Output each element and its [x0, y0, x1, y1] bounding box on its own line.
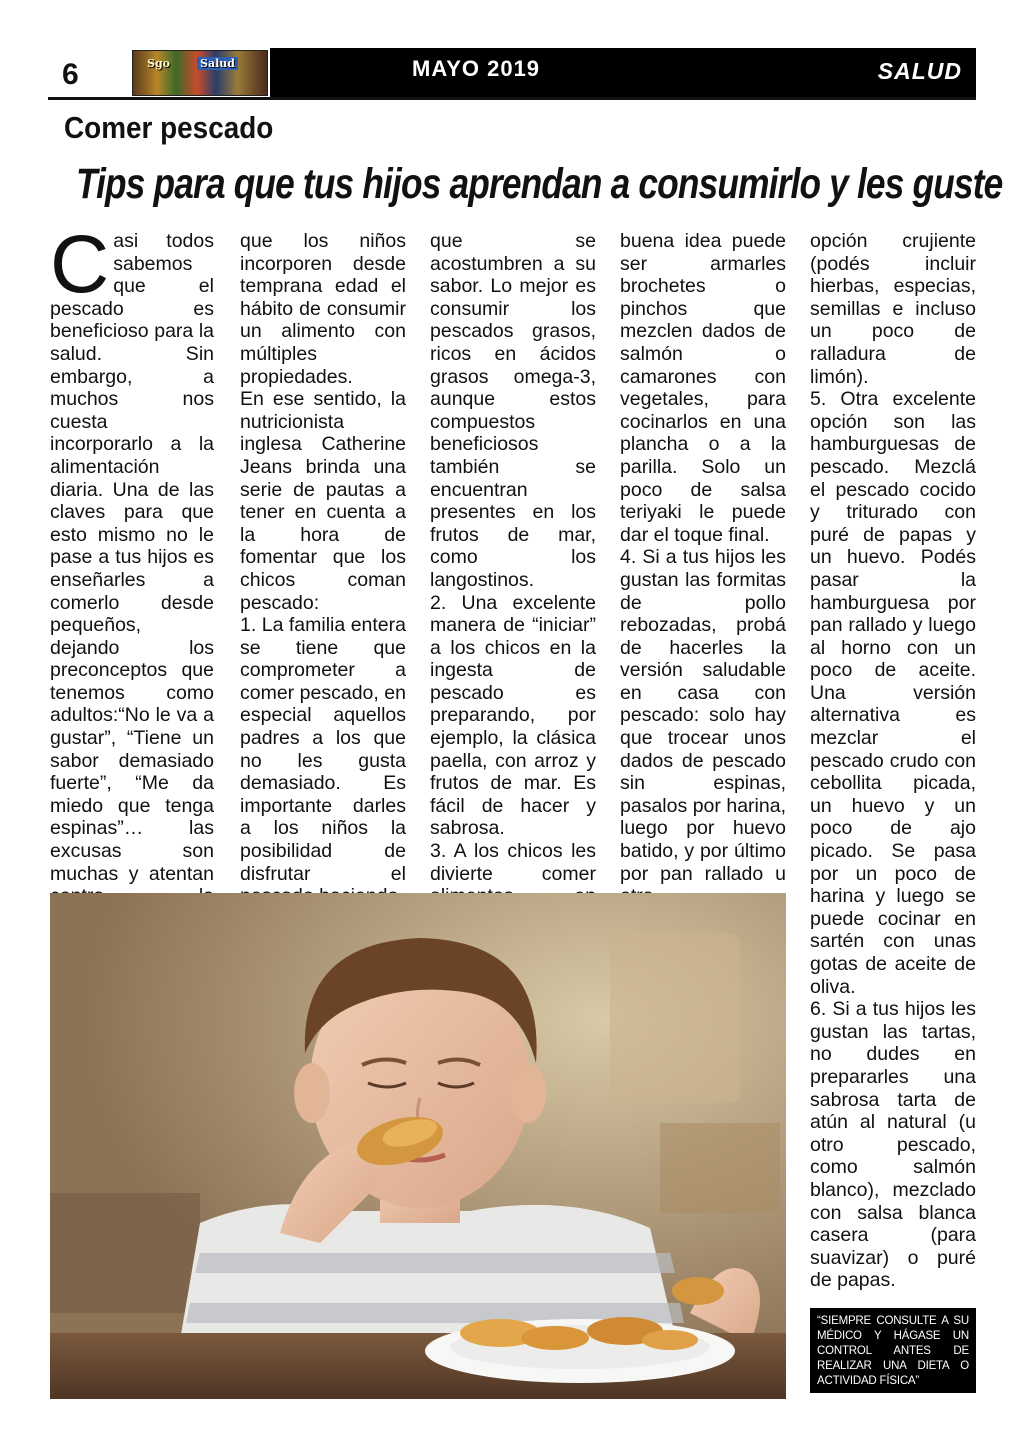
logo-word-salud: Salud — [197, 57, 238, 70]
paragraph: 6. Si a tus hijos les gustan las tartas, no dudes en prepararles una sabrosa tarta de atún al natural (u otro pescado, como salmón blanco), mezclado con salsa blanca casera (para suavizar) o puré de papas. — [810, 998, 976, 1292]
article-headline: Tips para que tus hijos aprendan a consumirlo y les guste — [76, 160, 1003, 208]
issue-date: MAYO 2019 — [412, 56, 541, 81]
article-column-5 — [810, 230, 976, 1292]
newspaper-logo — [132, 50, 268, 96]
header-rule — [48, 97, 976, 100]
paragraph: 2. Una excelente manera de “iniciar” a los chicos en la ingesta de pescado es preparando, por ejemplo, la clásica paella, con arroz y frutos de mar. Es fácil de hacer y sabrosa. — [430, 591, 596, 840]
article-column-1 — [50, 219, 214, 930]
paragraph: que los niños incorporen desde temprana edad el hábito de consumir un alimento con múltiples propiedades. — [240, 230, 406, 388]
drop-cap: C — [50, 219, 110, 310]
paragraph: 3. A los chicos les divierte comer — [430, 840, 596, 885]
paragraph: opción crujiente (podés incluir hierbas, especias, semillas e incluso un poco de ralladura de limón). — [810, 230, 976, 388]
paragraph: 4. Si a tus hijos les gustan las formitas de pollo rebozadas, probá de hacerles la versión saludable en casa con pescado: solo hay que trocear unos dados de pescado sin espinas, pasalos por harina, luego por huevo batido, y por último por pan rallado u — [620, 546, 786, 885]
health-disclaimer: “SIEMPRE CONSULTE A SU MÉDICO Y HÁGASE UN CONTROL ANTES DE REALIZAR UNA DIETA O ACTIVIDAD FÍSICA” — [810, 1308, 976, 1393]
page-number: 6 — [62, 58, 79, 91]
paragraph: buena idea puede ser armarles brochetes o pinchos que mezclen dados de salmón o camarones con vegetales, para cocinarlos en una plancha o a la parilla. Solo un poco de salsa teriyaki le puede dar el toque final. — [620, 230, 786, 546]
column-1-text: asi todos sabemos que el pescado es beneficioso para la salud. Sin embargo, a muchos nos cuesta incorporarlo a la alimentación diaria. Una de las claves para que esto mismo no le pase a tus hijos es enseñarles a comerlo desde pequeños, dejando los preconceptos que tenemos como adultos:“No le va a gustar”, “Tiene un sabor demasiado fuerte”, “Me da miedo que tenga espinas”… las excusas son muchas y atentan — [50, 230, 214, 885]
paragraph: que se acostumbren a su sabor. Lo mejor es consumir los pescados grasos, ricos en ácidos grasos omega-3, aunque estos compuestos beneficiosos también se encuentran presentes en los frutos de mar, como los langostinos. — [430, 230, 596, 591]
paragraph: En ese sentido, la nutricionista inglesa Catherine Jeans brinda una serie de pautas a tener en cuenta a la hora de fomentar que los chicos coman pescado: — [240, 388, 406, 614]
article-kicker: Comer pescado — [64, 110, 274, 145]
paragraph: 5. Otra excelente opción son las hamburguesas de pescado. Mezclá el pescado cocido y triturado con puré de papas y un huevo. Podés pasar la hamburguesa por pan rallado y luego al horno con un poco de aceite. Una versión alternativa es mezclar el pescado crudo con cebollita picada, un huevo y un poco de ajo picado. Se pasa por un poco de harina y luego se puede cocinar en sartén con unas gotas de aceite de oliva. — [810, 388, 976, 998]
header-bar — [270, 48, 976, 98]
paragraph: 1. La familia entera se tiene que comprometer a comer pescado, en especial aquellos padres a los que no les gusta demasiado. Es importante darles a los niños la posibilidad de disfrutar el — [240, 614, 406, 885]
section-name: SALUD — [877, 58, 962, 84]
logo-word-sgo: Sgo — [147, 57, 170, 70]
article-column-4 — [620, 230, 786, 908]
article-column-3 — [430, 230, 596, 953]
article-column-2 — [240, 230, 406, 908]
child-eating-photo — [50, 893, 786, 1399]
